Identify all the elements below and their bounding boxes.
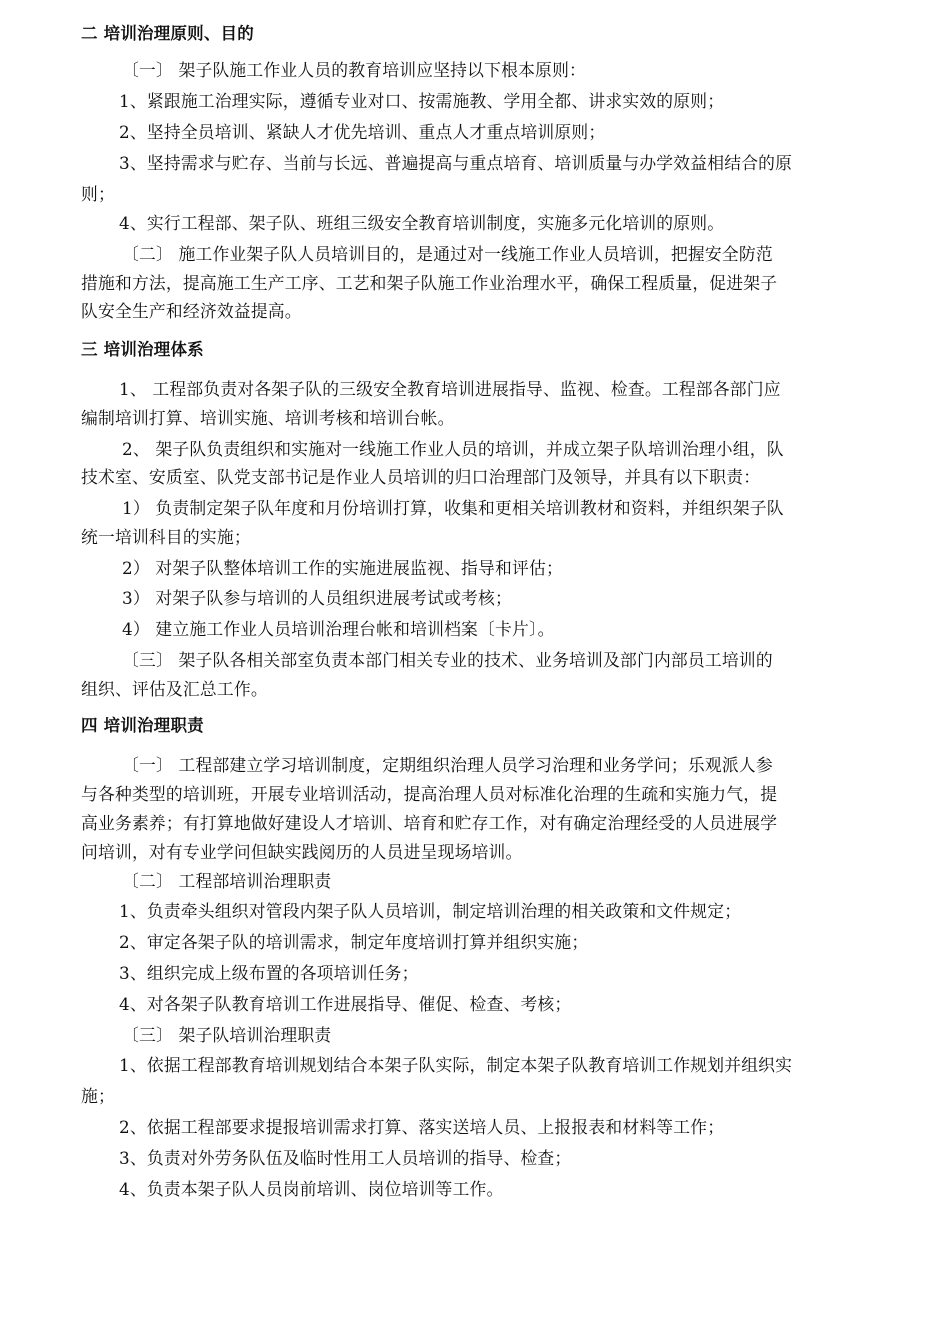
text-line: 技术室、安质室、队党支部书记是作业人员培训的归口治理部门及领导，并具有以下职责： (81, 467, 761, 487)
text-line: 4、负责本架子队人员岗前培训、岗位培训等工作。 (119, 1179, 504, 1199)
text-line: 1） 负责制定架子队年度和月份培训打算，收集和更相关培训教材和资料，并组织架子队 (122, 498, 784, 518)
text-line: 队安全生产和经济效益提高。 (81, 301, 302, 321)
text-line: 施； (81, 1086, 115, 1106)
text-line: 3） 对架子队参与培训的人员组织进展考试或考核； (122, 588, 513, 608)
text-line: 4、对各架子队教育培训工作进展指导、催促、检查、考核； (119, 994, 572, 1014)
section-heading: 二 培训治理原则、目的 (81, 24, 254, 43)
text-line: 3、坚持需求与贮存、当前与长远、普遍提高与重点培育、培训质量与办学效益相结合的原 (119, 153, 793, 173)
text-line: 1、负责牵头组织对管段内架子队人员培训，制定培训治理的相关政策和文件规定； (119, 901, 742, 921)
text-line: 问培训，对有专业学问但缺实践阅历的人员进呈现场培训。 (81, 842, 523, 862)
text-line: 4、实行工程部、架子队、班组三级安全教育培训制度，实施多元化培训的原则。 (119, 213, 725, 233)
text-line: 4） 建立施工作业人员培训治理台帐和培训档案〔卡片〕。 (122, 619, 555, 639)
text-line: 1、 工程部负责对各架子队的三级安全教育培训进展指导、监视、检查。工程部各部门应 (119, 379, 781, 399)
text-line: 2） 对架子队整体培训工作的实施进展监视、指导和评估； (122, 558, 563, 578)
text-line: 〔二〕 施工作业架子队人员培训目的，是通过对一线施工作业人员培训，把握安全防范 (122, 244, 773, 264)
text-line: 2、审定各架子队的培训需求，制定年度培训打算并组织实施； (119, 932, 589, 952)
text-line: 高业务素养；有打算地做好建设人才培训、培育和贮存工作，对有确定治理经受的人员进展学 (81, 813, 778, 833)
text-line: 则； (81, 184, 115, 204)
section-heading: 四 培训治理职责 (81, 716, 204, 735)
text-line: 统一培训科目的实施； (81, 527, 251, 547)
text-line: 2、坚持全员培训、紧缺人才优先培训、重点人才重点培训原则； (119, 122, 606, 142)
text-line: 编制培训打算、培训实施、培训考核和培训台帐。 (81, 408, 455, 428)
text-line: 〔一〕 工程部建立学习培训制度，定期组织治理人员学习治理和业务学问；乐观派人参 (122, 755, 773, 775)
text-line: 措施和方法，提高施工生产工序、工艺和架子队施工作业治理水平，确保工程质量，促进架子 (81, 273, 778, 293)
text-line: 〔二〕 工程部培训治理职责 (122, 871, 332, 891)
text-line: 与各种类型的培训班，开展专业培训活动，提高治理人员对标准化治理的生疏和实施力气，提 (81, 784, 778, 804)
text-line: 〔三〕 架子队各相关部室负责本部门相关专业的技术、业务培训及部门内部员工培训的 (122, 650, 773, 670)
text-line: 2、 架子队负责组织和实施对一线施工作业人员的培训，并成立架子队培训治理小组，队 (122, 439, 784, 459)
text-line: 2、依据工程部要求提报培训需求打算、落实送培人员、上报报表和材料等工作； (119, 1117, 725, 1137)
text-line: 〔三〕 架子队培训治理职责 (122, 1025, 332, 1045)
text-line: 1、紧跟施工治理实际，遵循专业对口、按需施教、学用全都、讲求实效的原则； (119, 91, 725, 111)
text-line: 1、依据工程部教育培训规划结合本架子队实际，制定本架子队教育培训工作规划并组织实 (119, 1055, 793, 1075)
text-line: 组织、评估及汇总工作。 (81, 679, 268, 699)
text-line: 〔一〕 架子队施工作业人员的教育培训应坚持以下根本原则： (122, 60, 587, 80)
text-line: 3、负责对外劳务队伍及临时性用工人员培训的指导、检查； (119, 1148, 572, 1168)
section-heading: 三 培训治理体系 (81, 340, 204, 359)
text-line: 3、组织完成上级布置的各项培训任务； (119, 963, 419, 983)
